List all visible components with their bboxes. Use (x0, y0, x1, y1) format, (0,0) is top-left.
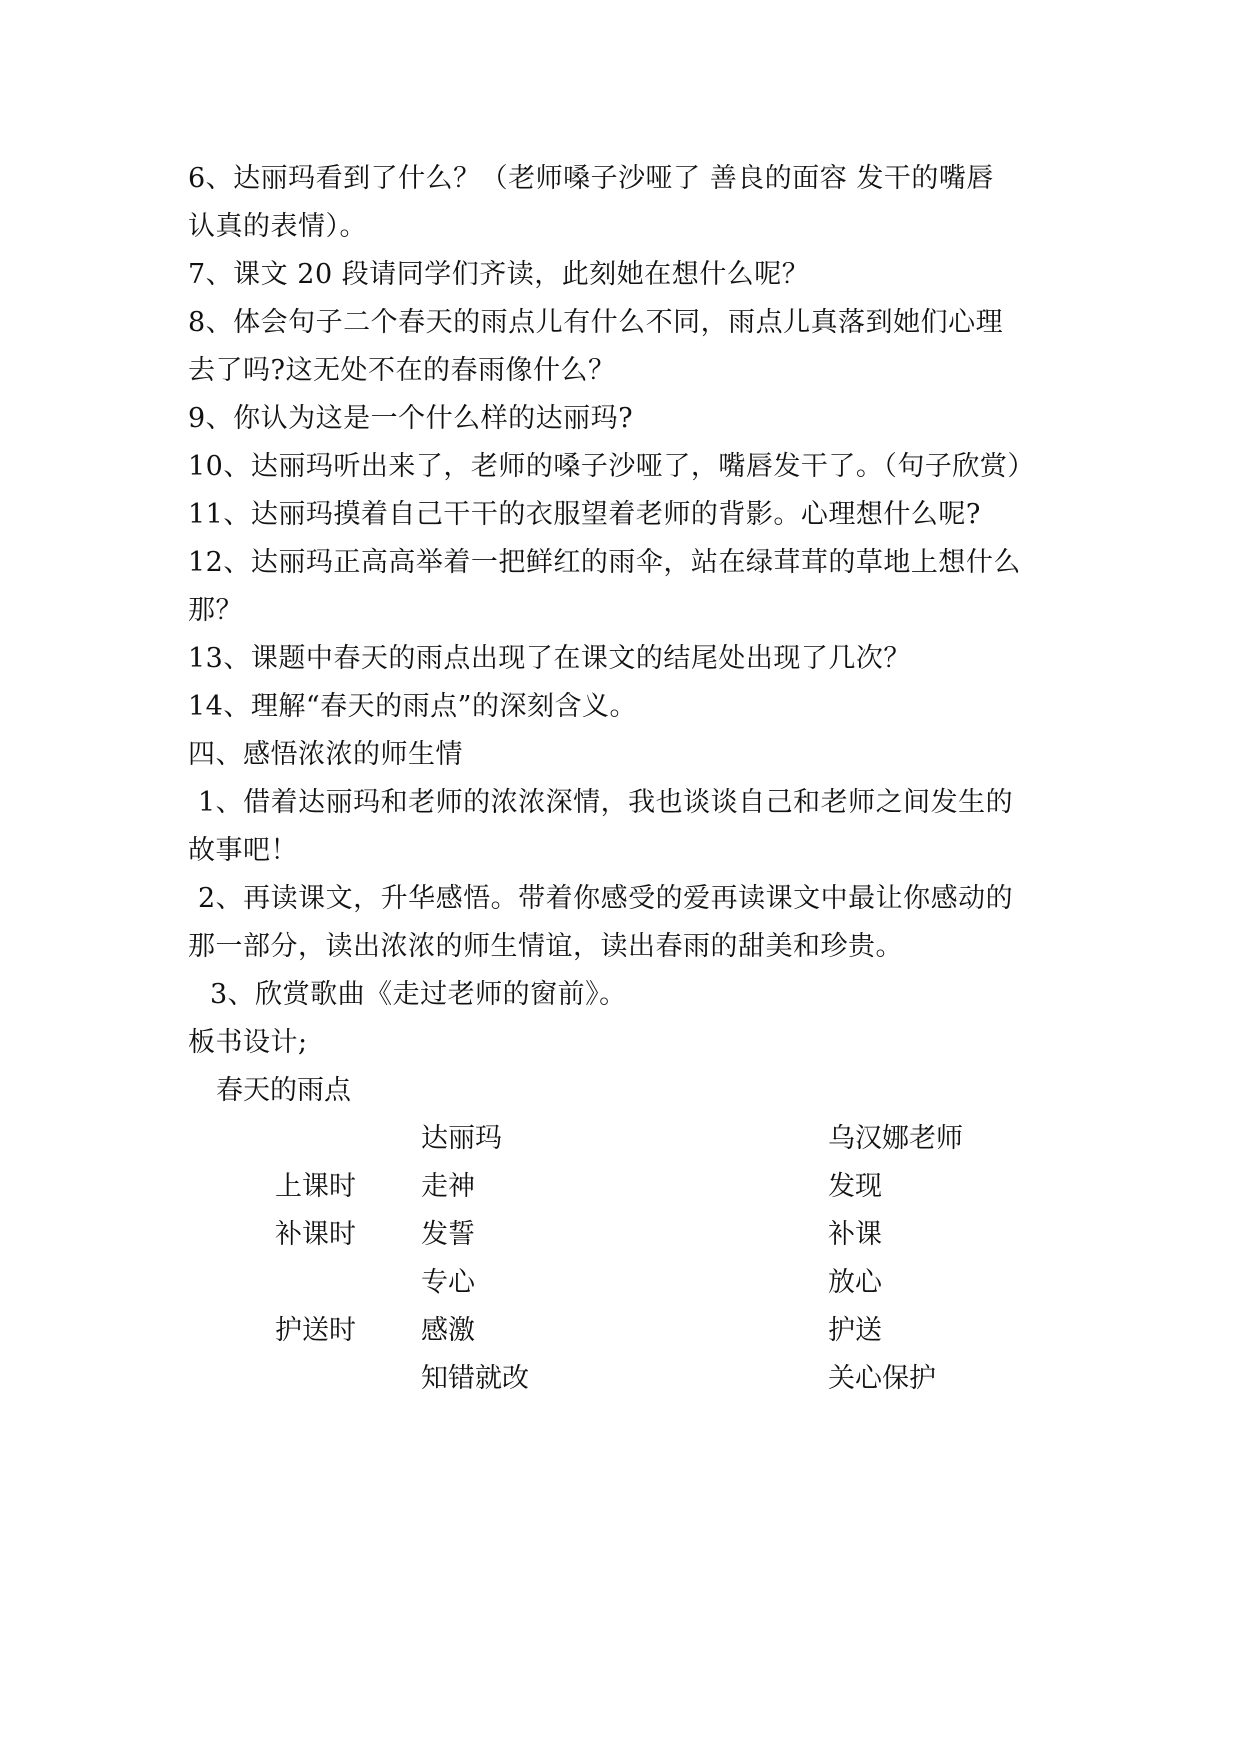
document-body (188, 155, 1068, 1405)
board-student: 发誓 (421, 1219, 475, 1250)
sub-item-1-line-2: 故事吧！ (188, 835, 298, 866)
board-teacher: 补课 (828, 1219, 882, 1250)
board-stage: 补课时 (275, 1219, 356, 1250)
board-row (188, 1307, 1068, 1355)
sub-item-2-line-2: 那一部分，读出浓浓的师生情谊，读出春雨的甜美和珍贵。 (188, 931, 903, 962)
board-teacher: 发现 (828, 1171, 882, 1202)
sub-item-3-line-1: 3、欣赏歌曲《走过老师的窗前》。 (210, 979, 627, 1010)
board-title: 春天的雨点 (216, 1075, 351, 1106)
board-row (188, 1115, 1068, 1163)
board-teacher: 乌汉娜老师 (828, 1123, 963, 1154)
board-student: 知错就改 (421, 1363, 529, 1394)
sub-item-2-line-1: 2、再读课文，升华感悟。带着你感受的爱再读课文中最让你感动的 (198, 883, 1014, 914)
board-table (188, 1115, 1068, 1405)
item-12-line-2: 那？ (188, 595, 243, 626)
item-9-line-1: 9、你认为这是一个什么样的达丽玛? (188, 403, 634, 434)
sub-item-1-line-1: 1、借着达丽玛和老师的浓浓深情，我也谈谈自己和老师之间发生的 (198, 787, 1014, 818)
board-design-label: 板书设计; (188, 1027, 308, 1058)
board-row (188, 1163, 1068, 1211)
item-12-line-1: 12、达丽玛正高高举着一把鲜红的雨伞，站在绿茸茸的草地上想什么 (188, 547, 1021, 578)
board-stage: 护送时 (275, 1315, 356, 1346)
item-8-line-1: 8、体会句子二个春天的雨点儿有什么不同，雨点儿真落到她们心理 (188, 307, 1004, 338)
section-4-heading: 四、感悟浓浓的师生情 (188, 739, 463, 770)
board-teacher: 放心 (828, 1267, 882, 1298)
board-row (188, 1259, 1068, 1307)
board-row (188, 1211, 1068, 1259)
item-6-line-2: 认真的表情）。 (188, 211, 367, 242)
board-student: 走神 (421, 1171, 475, 1202)
item-8-line-2: 去了吗?这无处不在的春雨像什么？ (188, 355, 616, 386)
item-13-line-1: 13、课题中春天的雨点出现了在课文的结尾处出现了几次？ (188, 643, 911, 674)
board-student: 达丽玛 (421, 1123, 502, 1154)
board-teacher: 护送 (828, 1315, 882, 1346)
item-10-line-1: 10、达丽玛听出来了，老师的嗓子沙哑了，嘴唇发干了。（句子欣赏） (188, 451, 1035, 482)
board-teacher: 关心保护 (828, 1363, 936, 1394)
item-14-line-1: 14、理解“春天的雨点”的深刻含义。 (188, 691, 637, 722)
item-11-line-1: 11、达丽玛摸着自己干干的衣服望着老师的背影。心理想什么呢? (188, 499, 981, 530)
item-6-line-1: 6、达丽玛看到了什么？（老师嗓子沙哑了 善良的面容 发干的嘴唇 (188, 163, 994, 194)
board-student: 感激 (421, 1315, 475, 1346)
board-stage: 上课时 (275, 1171, 356, 1202)
board-row (188, 1355, 1068, 1403)
board-student: 专心 (421, 1267, 475, 1298)
item-7-line-1: 7、课文 20 段请同学们齐读，此刻她在想什么呢？ (188, 259, 810, 290)
